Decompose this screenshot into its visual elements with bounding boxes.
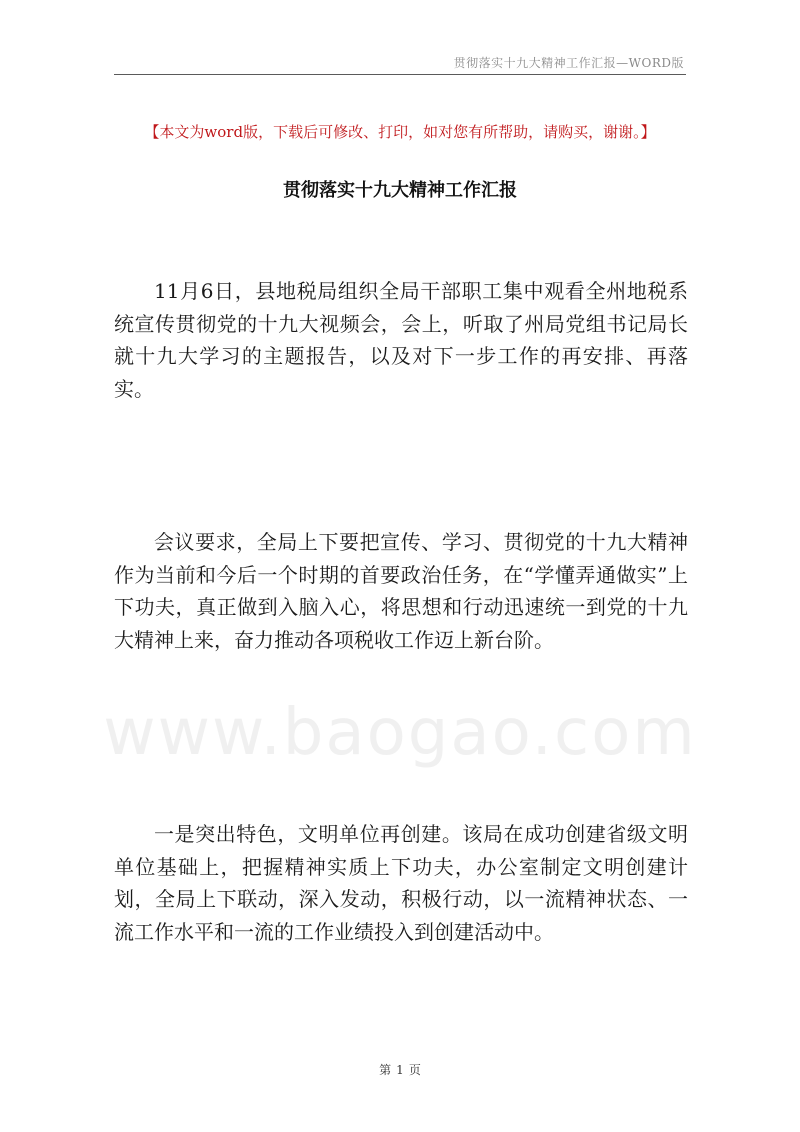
- document-title: 贯彻落实十九大精神工作汇报: [283, 180, 517, 201]
- body-paragraph: 一是突出特色，文明单位再创建。该局在成功创建省级文明单位基础上，把握精神实质上下功夫，办公室制定文明创建计划，全局上下联动，深入发动，积极行动，以一流精神状态、一流工作水平和一流的工作业绩投入到创建活动中。: [114, 822, 688, 944]
- page-prefix: 第: [379, 1063, 392, 1077]
- page-suffix: 页: [408, 1063, 421, 1077]
- running-header: 贯彻落实十九大精神工作汇报—WORD版: [453, 56, 684, 70]
- page-number: 1: [396, 1063, 404, 1077]
- page-footer: [0, 1061, 800, 1078]
- header-divider: [114, 74, 686, 75]
- watermark: www.baogao.com: [103, 696, 697, 770]
- download-notice: 【本文为word版，下载后可修改、打印，如对您有所帮助，请购买，谢谢。】: [144, 123, 656, 141]
- body-paragraph: 11月6日，县地税局组织全局干部职工集中观看全州地税系统宣传贯彻党的十九大视频会，会上，听取了州局党组书记局长就十九大学习的主题报告，以及对下一步工作的再安排、再落实。: [114, 279, 688, 401]
- body-paragraph: 会议要求，全局上下要把宣传、学习、贯彻党的十九大精神作为当前和今后一个时期的首要政治任务，在“学懂弄通做实”上下功夫，真正做到入脑入心，将思想和行动迅速统一到党的十九大精神上来，奋力推动各项税收工作迈上新台阶。: [114, 530, 688, 652]
